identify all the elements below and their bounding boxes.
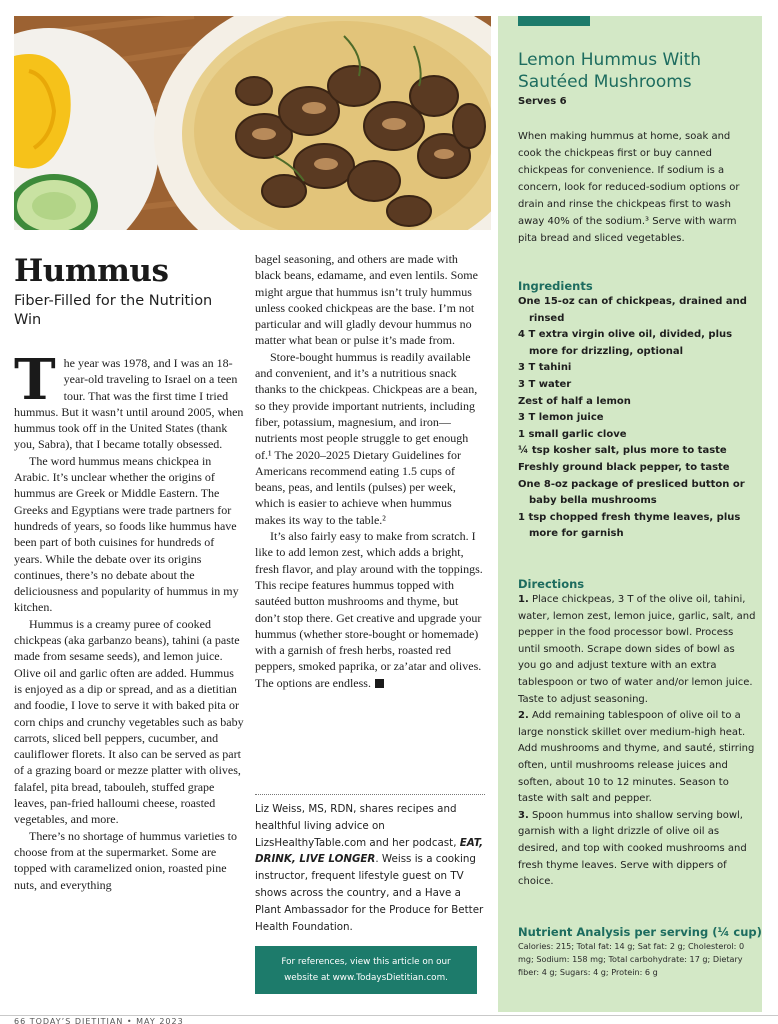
references-box[interactable] [255,946,477,994]
ingredient-item: 3 T lemon juice [518,412,604,424]
article-column-2 [255,251,485,691]
article-paragraph: It’s also fairly easy to make from scratch. I like to add lemon zest, which adds a bright, fresh flavor, and play around with the toppings. This recipe features hummus topped with sautéed button mushrooms and thyme, but don’t stop there. Get creative and upgrade your hummus (whether store-bought or homemade) with a garnish of fresh herbs, roasted red peppers, smoked paprika, or za’atar and olives. The options are endless. [255,529,483,690]
article-paragraph: There’s no shortage of hummus varieties to choose from at the supermarket. Some are topped with caramelized onion, roasted pine nuts, and everything [14,828,237,892]
article-column-1 [14,347,244,893]
drop-cap: T [14,347,56,413]
ingredient-item: 3 T water [518,378,572,390]
podcast-name: EAT, DRINK, LIVE LONGER [255,836,484,866]
article-paragraph: The word hummus means chickpea in Arabic. It’s unclear whether the origins of hummus are Greek or Middle Eastern. The Greeks and Egyptians were trade partners for hundreds of years, so foods like hummus have been part of both cuisines for hundreds of years. While the debate over its origins continues, there’s no debate about the deliciousness and popularity of hummus in my kitchen. [14,453,239,615]
article-subtitle: Fiber-Filled for the Nutrition Win [14,293,213,328]
ingredient-item: 1 small garlic clove [518,428,627,440]
references-line-1: For references, view this article on our [281,957,451,967]
article-paragraph: Hummus is a creamy puree of cooked chickpeas (aka garbanzo beans), tahini (a paste made from sesame seeds), and lemon juice. Olive oil and garlic often are added. Hummus is enjoyed as a dip or spread, and as a dietitian and foodie, I love to serve it with baked pita or corn chips and crunchy vegetables such as baby carrots, sliced bell peppers, cucumber, and cauliflower florets. It also can be served as part of a grazing board or mezze platter with olives, falafel, pita bread, tabouleh, stuffed grape leaves, pan-fried halloumi cheese, roasted vegetables, and more. [14,616,244,827]
directions-list [518,592,756,891]
ingredients-list [518,294,756,543]
page-footer: 66 TODAY’S DIETITIAN • MAY 2023 [14,1017,184,1024]
article-paragraph: Store-bought hummus is readily available and convenient, and it’s a nutritious snack thanks to the chickpeas. Chickpeas are a bean, so they provide important nutrients, including fiber, potassium, magnesium, and iron—nutrients most people struggle to get enough of.¹ The 2020–2025 Dietary Guidelines for Americans recommend eating 1.5 cups of beans, peas, and lentils (pulses) per week, which is easier to achieve when hummus makes its way to the table.² [255,349,478,527]
ingredient-item: One 15-oz can of chickpeas, drained and rinsed [518,296,747,324]
ingredient-item: One 8-oz package of presliced button or baby bella mushrooms [518,478,745,507]
ingredient-item: ¼ tsp kosher salt, plus more to taste [518,445,727,457]
direction-step: 2. Add remaining tablespoon of olive oil to a large nonstick skillet over medium-high heat. Add mushrooms and thyme, and sauté, stirring often, until mushrooms release juices and soften, about 10 to 12 minutes. Season to taste with salt and pepper. [518,710,755,805]
nutrition-heading: Nutrient Analysis per serving (¼ cup) [518,925,762,939]
direction-step: 1. Place chickpeas, 3 T of the olive oil, tahini, water, lemon zest, lemon juice, garlic, salt, and pepper in the food processor bowl. Process until smooth. Scrape down sides of bowl as you go and adjust texture with an extra tablespoon or two of water and/or lemon juice. Taste to adjust seasoning. [518,594,756,705]
references-line-2: website at www.TodaysDietitian.com. [284,973,448,983]
nutrition-facts: Calories: 215; Total fat: 14 g; Sat fat: 2 g; Cholesterol: 0 mg; Sodium: 158 mg; Total carbohydrate: 17 g; Dietary fiber: 4 g; Sugars: 4 g; Protein: 6 g [518,941,745,977]
article-paragraph: bagel seasoning, and others are made with black beans, edamame, and even lentils. Some might argue that hummus isn’t truly hummus unless cooked chickpeas are the base. I’m not particular and will gladly devour hummus no matter what bean or pulse it’s made from. [255,252,478,348]
footer-rule [0,1015,778,1016]
article-title: Hummus [14,253,169,289]
bio-divider [255,794,485,795]
directions-heading: Directions [518,577,585,591]
end-mark-icon [375,679,384,688]
ingredient-item: 1 tsp chopped fresh thyme leaves, plus more for garnish [518,511,741,540]
hummus-photo [14,16,491,230]
ingredient-item: Zest of half a lemon [518,395,631,407]
direction-step: 3. Spoon hummus into shallow serving bowl, garnish with a light drizzle of olive oil as desired, and top with cooked mushrooms and fresh thyme leaves. Serve with dippers of choice. [518,809,747,888]
ingredient-item: 4 T extra virgin olive oil, divided, plus more for drizzling, optional [518,329,733,357]
recipe-intro: When making hummus at home, soak and cook the chickpeas first or buy canned chickpeas for convenience. If sodium is a concern, look for reduced-sodium options or drain and rinse the chickpeas first to wash away 40% of the sodium.³ Serve with warm pita bread and sliced vegetables. [518,131,740,244]
recipe-serves: Serves 6 [518,96,567,107]
hummus-mushrooms-image [14,16,491,230]
sidebar-accent-tab [518,16,590,26]
ingredient-item: Freshly ground black pepper, to taste [518,461,730,473]
article-paragraph: The year was 1978, and I was an 18-year-old traveling to Israel on a teen tour. That was the first time I tried hummus. But it wasn’t until around 2005, when hummus took off in the United States (thank you, Sabra), that I became totally obsessed. [14,347,244,452]
ingredient-item: 3 T tahini [518,362,572,374]
author-bio: Liz Weiss, MS, RDN, shares recipes and healthful living advice on LizsHealthyTable.com and her podcast, EAT, DRINK, LIVE LONGER. Weiss is a cooking instructor, frequent lifestyle guest on TV shows across the country, and a Have a Plant Ambassador for the Produce for Better Health Foundation. [255,803,484,933]
recipe-title: Lemon Hummus With Sautéed Mushrooms [518,50,702,92]
ingredients-heading: Ingredients [518,279,593,293]
